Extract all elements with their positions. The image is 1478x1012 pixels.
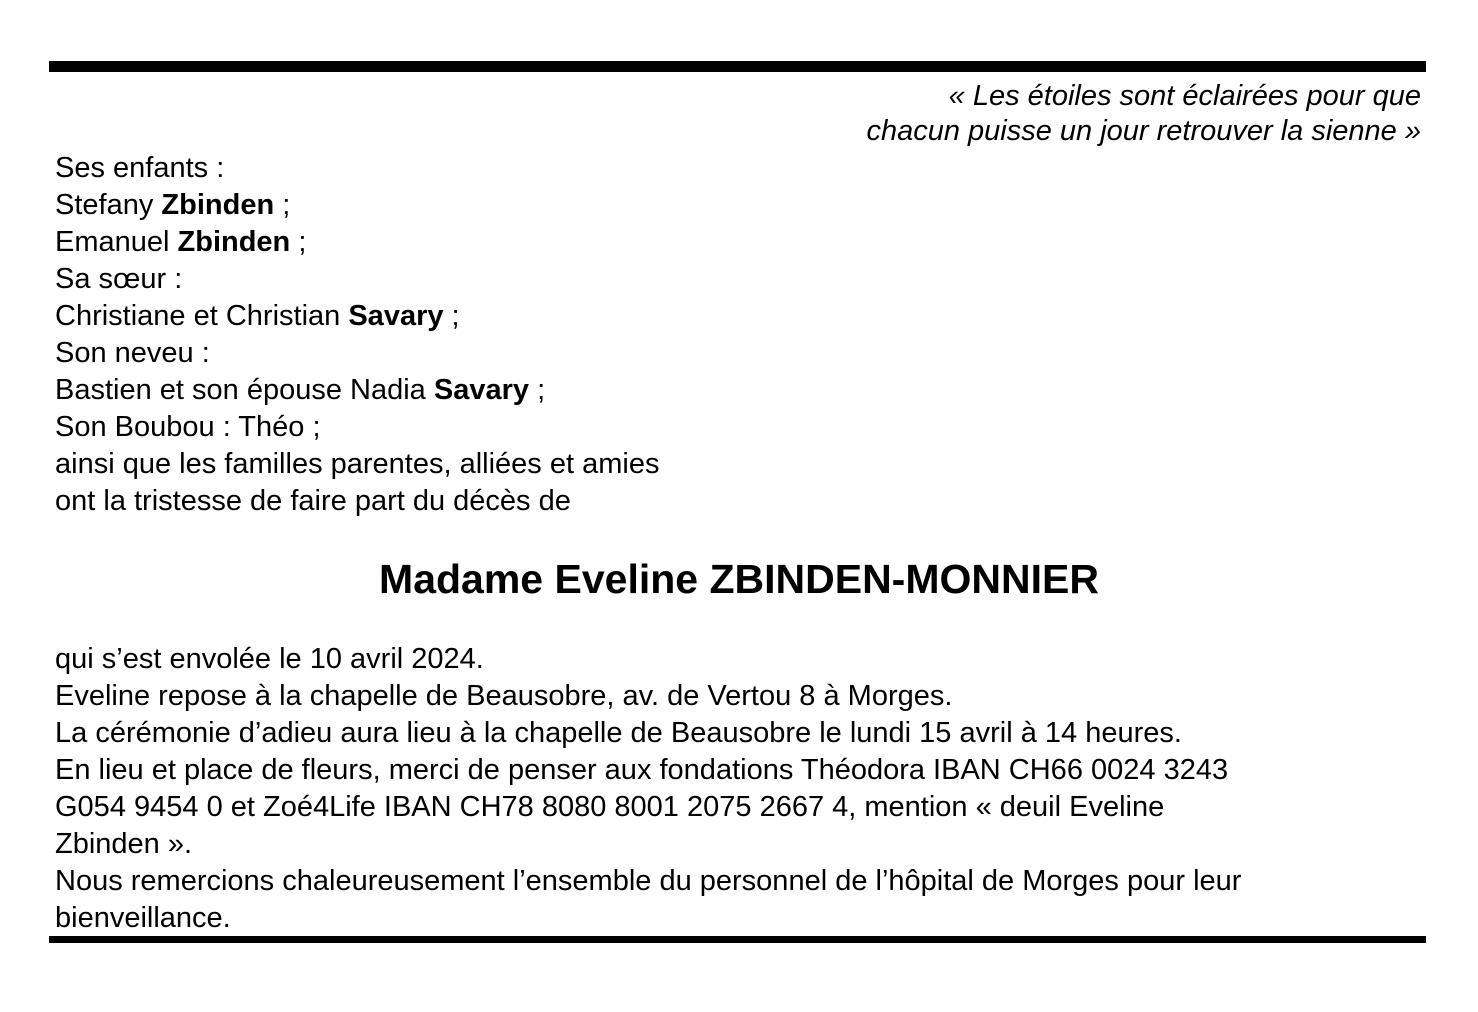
body-line: G054 9454 0 et Zoé4Life IBAN CH78 8080 8001 2075 2667 4, mention « deuil Eveline <box>55 791 1165 823</box>
body-line: Eveline repose à la chapelle de Beausobre, av. de Vertou 8 à Morges. <box>55 680 953 712</box>
body-line: qui s’est envolée le 10 avril 2024. <box>55 643 484 675</box>
bottom-rule <box>49 936 1426 943</box>
deceased-name: Madame Eveline ZBINDEN-MONNIER <box>379 556 1099 602</box>
body-line: La cérémonie d’adieu aura lieu à la chapelle de Beausobre le lundi 15 avril à 14 heures. <box>55 717 1182 749</box>
epigraph <box>49 79 1421 149</box>
family-line: Sa sœur : <box>55 263 183 295</box>
family-line: Bastien et son épouse Nadia Savary ; <box>55 374 546 406</box>
family-line: ainsi que les familles parentes, alliées et amies <box>55 448 660 480</box>
body-line: Nous remercions chaleureusement l’ensemble du personnel de l’hôpital de Morges pour leur <box>55 865 1242 897</box>
family-list <box>55 150 659 520</box>
body-line: Zbinden ». <box>55 828 193 860</box>
body-line: En lieu et place de fleurs, merci de penser aux fondations Théodora IBAN CH66 0024 3243 <box>55 754 1229 786</box>
family-line: Emanuel Zbinden ; <box>55 226 307 258</box>
family-line: Son neveu : <box>55 337 210 369</box>
family-line: Christiane et Christian Savary ; <box>55 300 460 332</box>
top-rule <box>49 61 1426 72</box>
family-line: Stefany Zbinden ; <box>55 189 291 221</box>
body-line: bienveillance. <box>55 902 231 934</box>
epigraph-line-2: chacun puisse un jour retrouver la sienne » <box>866 115 1421 147</box>
family-line: Ses enfants : <box>55 152 225 184</box>
announcement-body <box>55 641 1425 937</box>
family-line: ont la tristesse de faire part du décès de <box>55 485 571 517</box>
epigraph-line-1: « Les étoiles sont éclairées pour que <box>948 80 1421 112</box>
family-line: Son Boubou : Théo ; <box>55 411 321 443</box>
